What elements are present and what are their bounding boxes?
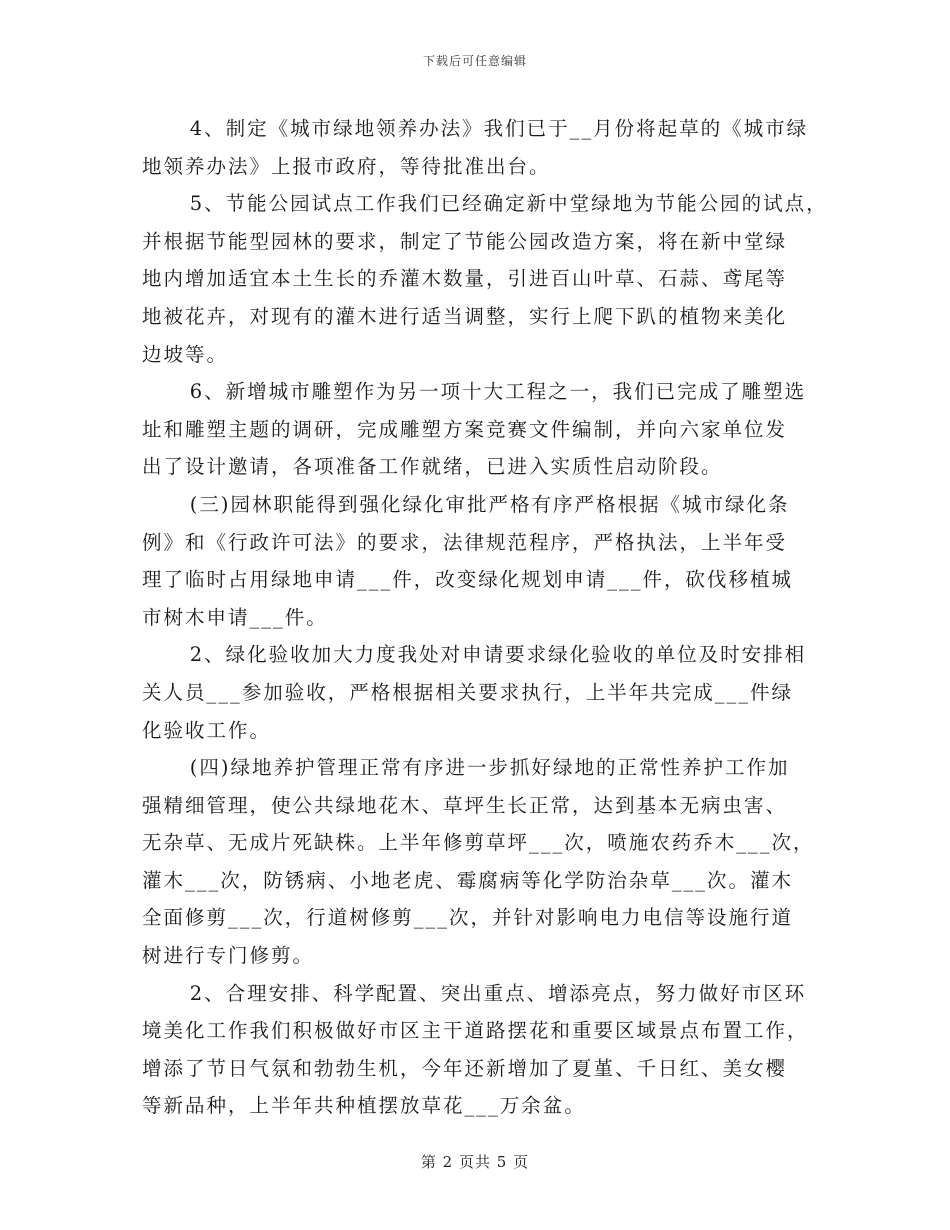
text-line: 境美化工作我们积极做好市区主干道路摆花和重要区域景点布置工作， [142,1019,809,1043]
text-line: 出了设计邀请，各项准备工作就绪，已进入实质性启动阶段。 [142,455,723,479]
text-line: (三)园林职能得到强化绿化审批严格有序严格根据《城市绿化条 [189,492,790,516]
text-line: (四)绿地养护管理正常有序进一步抓好绿地的正常性养护工作加 [189,756,790,780]
text-line: 并根据节能型园林的要求，制定了节能公园改造方案，将在新中堂绿 [142,229,788,253]
text-line: 地领养办法》上报市政府，等待批准出台。 [142,154,551,178]
paragraph [142,975,822,1125]
text-line: 灌木___次，防锈病、小地老虎、霉腐病等化学防治杂草___次。灌木 [142,868,794,892]
text-line: 树进行专门修剪。 [142,944,315,968]
text-line: 边坡等。 [142,342,229,366]
text-line: 关人员___参加验收，严格根据相关要求执行，上半年共完成___件绿 [142,680,794,704]
text-line: 无杂草、无成片死缺株。上半年修剪草坪___次，喷施农药乔木___次， [142,831,815,855]
text-line: 理了临时占用绿地申请___件，改变绿化规划申请___件，砍伐移植城 [142,568,794,592]
paragraph [142,373,822,486]
text-line: 5、节能公园试点工作我们已经确定新中堂绿地为节能公园的试点， [189,192,828,216]
text-line: 地内增加适宜本土生长的乔灌木数量，引进百山叶草、石蒜、鸢尾等 [142,267,788,291]
text-line: 市树木申请___件。 [142,605,328,629]
text-line: 2、绿化验收加大力度我处对申请要求绿化验收的单位及时安排相 [189,643,807,667]
text-line: 例》和《行政许可法》的要求，法律规范程序，严格执法，上半年受 [142,530,788,554]
paragraph [142,749,822,975]
text-line: 增添了节日气氛和勃勃生机，今年还新增加了夏堇、千日红、美女樱 [142,1056,788,1080]
paragraph [142,636,822,749]
paragraph [142,185,828,373]
document-body [142,110,828,1125]
text-line: 地被花卉，对现有的灌木进行适当调整，实行上爬下趴的植物来美化 [142,304,788,328]
text-line: 4、制定《城市绿地领养办法》我们已于__月份将起草的《城市绿 [189,117,809,140]
text-line: 6、新增城市雕塑作为另一项十大工程之一，我们已完成了雕塑选 [189,380,807,404]
page-footer: 第 2 页共 5 页 [420,1153,530,1171]
text-line: 强精细管理，使公共绿地花木、草坪生长正常，达到基本无病虫害、 [142,793,788,817]
text-line: 2、合理安排、科学配置、突出重点、增添亮点，努力做好市区环 [189,981,807,1005]
paragraph [142,486,822,636]
paragraph [142,110,822,185]
page-header: 下载后可任意编辑 [422,54,527,68]
text-line: 全面修剪___次，行道树修剪___次，并针对影响电力电信等设施行道 [142,906,794,930]
text-line: 等新品种，上半年共种植摆放草花___万余盆。 [142,1094,586,1118]
text-line: 化验收工作。 [142,718,272,742]
text-line: 址和雕塑主题的调研，完成雕塑方案竞赛文件编制，并向六家单位发 [142,417,788,441]
